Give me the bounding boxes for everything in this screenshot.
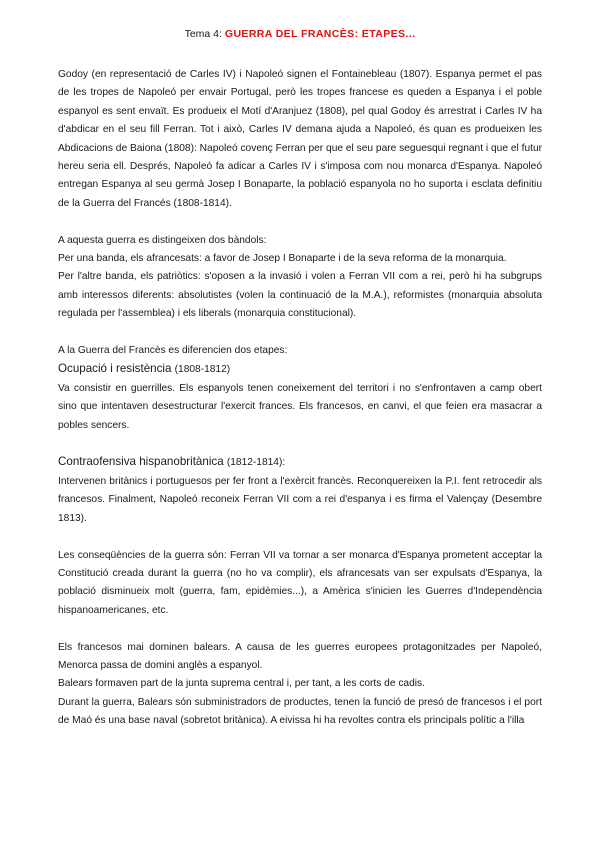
etapes-intro: A la Guerra del Francès es diferencien dos etapes: [58,345,288,357]
contraofensiva-dates: (1812-1814): [226,457,286,469]
bandols-patriotics: Per l'altre banda, els patriòtics: s'oposen a la invasió i volen a Ferran VII com a rei, però hi ha subgrups amb interessos diferents: absolutistes (volen la continuació de la M.A.), reformistes (monarquia absoluta regulada per l'assemblea) i els liberals (monarquia constitucional). [58,271,542,320]
ocupacio-heading [58,360,542,379]
contraofensiva-heading-text: Contraofensiva hispanobritànica [58,455,227,469]
page-title [0,27,600,41]
document-body [58,66,542,731]
consequencies-paragraph: Les conseqüències de la guerra són: Ferran VII va tornar a ser monarca d'Espanya prometent acceptar la Constitució creada durant la guerra (no ho va complir), els afrancesats van ser expulsats d'Espanya, la població disminueix molt (guerra, fam, epidèmies...), a Amèrica s'inicien les Guerres d'Independència hispanoamericanes, etc. [58,549,542,616]
balears-p1: Els francesos mai dominen balears. A causa de les guerres europees protagonitzades per Napoleó, Menorca passa de domini anglès a espanyol. [58,641,542,671]
balears-p2: Balears formaven part de la junta suprema central i, per tant, a les corts de cadis. [58,678,425,690]
contraofensiva-text: Intervenen britànics i portuguesos per fer front a l'exèrcit francès. Reconquereixen la P.I. fent retrocedir als francesos. Finalment, Napoleó reconeix Ferran VII com a rei d'espanya i es firma el Valençay (Desembre 1813). [58,475,542,524]
bandols-afrancesats: Per una banda, els afrancesats: a favor de Josep I Bonaparte i de la seva reforma de la monarquia. [58,253,507,265]
ocupacio-text: Va consistir en guerrilles. Els espanyols tenen coneixement del territori i no s'enfrontaven a camp obert sino que intentaven desestructurar l'exercit frances. Els francesos, en canvi, el que feien era masacrar a pobles sencers. [58,382,542,431]
intro-paragraph: Godoy (en representació de Carles IV) i Napoleó signen el Fontainebleau (1807). Espanya permet el pas de les tropes de Napoleó per envair Portugal, però les tropes francese es queden a Espanya i el poble espanyol es sent envaït. Es produeix el Motí d'Aranjuez (1808), pel qual Godoy és arrestrat i Carles IV ha d'abdicar en el seu fill Ferran. Tot i això, Carles IV demana ajuda a Napoleó, és quan es produeixen les Abdicacions de Baiona (1808): Napoleó covenç Ferran per que el seu pare seguesqui regnant i que el futur hereu seria ell. Després, Napoleó fa adicar a Carles IV i s'imposa com nou monarca d'Espanya. Napoleó entregan Espanya al seu germà Josep I Bonaparte, la població espanyola no ho suporta i esclata definitiu de la Guerra del Francés (1808-1814). [58,69,542,209]
balears-p3: Durant la guerra, Balears són subministradors de productes, tenen la funció de presó de francesos i el port de Maó és una base naval (sobretot britànica). A eivissa hi ha revoltes contra els principals polític a l'illa [58,696,542,727]
contraofensiva-heading [58,453,542,472]
bandols-intro: A aquesta guerra es distingeixen dos bàndols: [58,234,267,246]
ocupacio-heading-text: Ocupació i resistència [58,362,175,376]
ocupacio-dates: (1808-1812) [174,364,231,376]
title-main: GUERRA DEL FRANCÈS: ETAPES... [224,28,416,40]
title-prefix: Tema 4: [184,28,225,40]
